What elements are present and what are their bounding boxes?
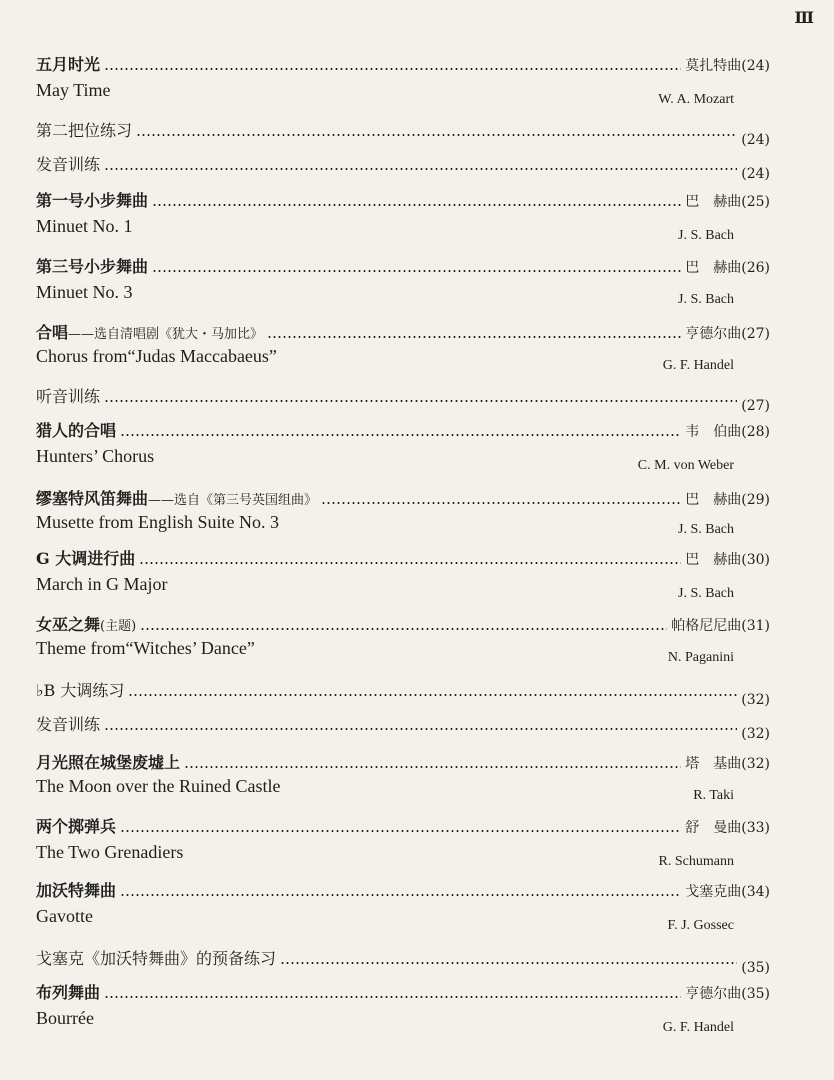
toc-subtitle-cn: (主题): [100, 619, 137, 634]
toc-line: [36, 486, 770, 509]
toc-line: [36, 384, 770, 414]
toc-line: [36, 946, 770, 976]
toc-line: [36, 980, 770, 1003]
toc-composer-en: J. S. Bach: [678, 522, 734, 537]
toc-composer-en: J. S. Bach: [678, 586, 734, 601]
toc-title-cn: 第二把位练习: [36, 121, 133, 140]
leader-dots: [104, 168, 737, 170]
toc-subtitle-cn: ——选自清唱剧《犹大・马加比》: [68, 327, 264, 342]
toc-title-en: The Two Grenadiers: [36, 842, 184, 862]
toc-title-cn: 听音训练: [36, 387, 101, 406]
toc-title-en: March in G Major: [36, 574, 168, 594]
leader-dots: [120, 434, 681, 436]
toc-title-cn: 缪塞特风笛舞曲——选自《第三号英国组曲》: [36, 489, 318, 508]
toc-line: [36, 418, 770, 441]
toc-composer-page: 塔 基曲(32): [685, 756, 770, 772]
toc-composer-page: 莫扎特曲(24): [685, 58, 770, 74]
toc-composer-page: 巴 赫曲(25): [685, 194, 770, 210]
leader-dots: [267, 336, 681, 338]
toc-title-en: Musette from English Suite No. 3: [36, 512, 279, 532]
toc-page: (24): [741, 166, 770, 182]
toc-line: [36, 546, 770, 569]
toc-title-cn: ♭B 大调练习: [36, 681, 125, 700]
leader-dots: [104, 996, 681, 998]
toc-title-cn: 月光照在城堡废墟上: [36, 753, 181, 772]
toc-line: [36, 878, 770, 901]
toc-composer-en: G. F. Handel: [662, 358, 734, 373]
toc-composer-page: 巴 赫曲(26): [685, 260, 770, 276]
leader-dots: [104, 68, 681, 70]
toc-composer-page: 韦 伯曲(28): [685, 424, 770, 440]
toc-title-cn: 两个掷弹兵: [36, 817, 117, 836]
leader-dots: [280, 962, 737, 964]
toc-line: [36, 612, 770, 635]
toc-page: (27): [741, 398, 770, 414]
leader-dots: [104, 400, 737, 402]
toc-page: (32): [741, 726, 770, 742]
toc-title-cn: 合唱——选自清唱剧《犹大・马加比》: [36, 323, 264, 342]
toc-title-cn: 猎人的合唱: [36, 421, 117, 440]
toc-composer-en: W. A. Mozart: [658, 92, 734, 107]
toc-title-en: Chorus from“Judas Maccabaeus”: [36, 346, 277, 366]
toc-line: [36, 52, 770, 75]
leader-dots: [104, 728, 737, 730]
toc-composer-page: 巴 赫曲(29): [685, 492, 770, 508]
toc-title-en: The Moon over the Ruined Castle: [36, 776, 281, 796]
toc-composer-en: J. S. Bach: [678, 292, 734, 307]
toc-composer-en: R. Schumann: [658, 854, 734, 869]
toc-line: [36, 320, 770, 343]
leader-dots: [120, 894, 681, 896]
leader-dots: [184, 766, 681, 768]
toc-title-en: May Time: [36, 80, 111, 100]
toc-page: (32): [741, 692, 770, 708]
toc-subtitle-cn: ——选自《第三号英国组曲》: [148, 493, 318, 508]
toc-title-en: Minuet No. 3: [36, 282, 133, 302]
leader-dots: [152, 204, 681, 206]
toc-composer-page: 帕格尼尼曲(31): [671, 618, 770, 634]
leader-dots: [128, 694, 737, 696]
toc-line: [36, 750, 770, 773]
leader-dots: [321, 502, 681, 504]
toc-title-cn: 布列舞曲: [36, 983, 101, 1002]
toc-title-en: Hunters’ Chorus: [36, 446, 155, 466]
toc-title-cn: 发音训练: [36, 155, 101, 174]
leader-dots: [140, 628, 667, 630]
leader-dots: [152, 270, 681, 272]
toc-composer-page: 舒 曼曲(33): [685, 820, 770, 836]
toc-composer-page: 巴 赫曲(30): [685, 552, 770, 568]
toc-title-cn: 发音训练: [36, 715, 101, 734]
toc-title-cn: 加沃特舞曲: [36, 881, 117, 900]
toc-composer-en: G. F. Handel: [662, 1020, 734, 1035]
toc-page: (24): [741, 132, 770, 148]
toc-title-en: Minuet No. 1: [36, 216, 133, 236]
toc-composer-en: C. M. von Weber: [637, 458, 734, 473]
toc-composer-en: N. Paganini: [667, 650, 734, 665]
toc-title-cn: G 大调进行曲: [36, 549, 136, 568]
toc-line: [36, 814, 770, 837]
toc-composer-page: 戈塞克曲(34): [685, 884, 770, 900]
toc-composer-en: J. S. Bach: [678, 228, 734, 243]
leader-dots: [120, 830, 681, 832]
toc-title-cn: 女巫之舞(主题): [36, 615, 137, 634]
toc-line: [36, 254, 770, 277]
leader-dots: [136, 134, 737, 136]
toc-title-cn: 戈塞克《加沃特舞曲》的预备练习: [36, 949, 277, 968]
toc-title-cn: 第一号小步舞曲: [36, 191, 149, 210]
toc-composer-en: R. Taki: [693, 788, 734, 803]
toc-line: [36, 712, 770, 742]
toc-title-cn: 第三号小步舞曲: [36, 257, 149, 276]
toc-composer-page: 亨德尔曲(35): [685, 986, 770, 1002]
leader-dots: [139, 562, 681, 564]
toc-title-en: Bourrée: [36, 1008, 94, 1028]
toc-title-cn: 五月时光: [36, 55, 101, 74]
toc-composer-page: 亨德尔曲(27): [685, 326, 770, 342]
page-number: Ⅲ: [794, 8, 814, 27]
toc-title-en: Theme from“Witches’ Dance”: [36, 638, 255, 658]
toc-line: [36, 152, 770, 182]
toc-line: [36, 118, 770, 148]
toc-line: [36, 188, 770, 211]
toc-page: (35): [741, 960, 770, 976]
toc-line: [36, 678, 770, 708]
toc-composer-en: F. J. Gossec: [667, 918, 734, 933]
toc-title-en: Gavotte: [36, 906, 93, 926]
